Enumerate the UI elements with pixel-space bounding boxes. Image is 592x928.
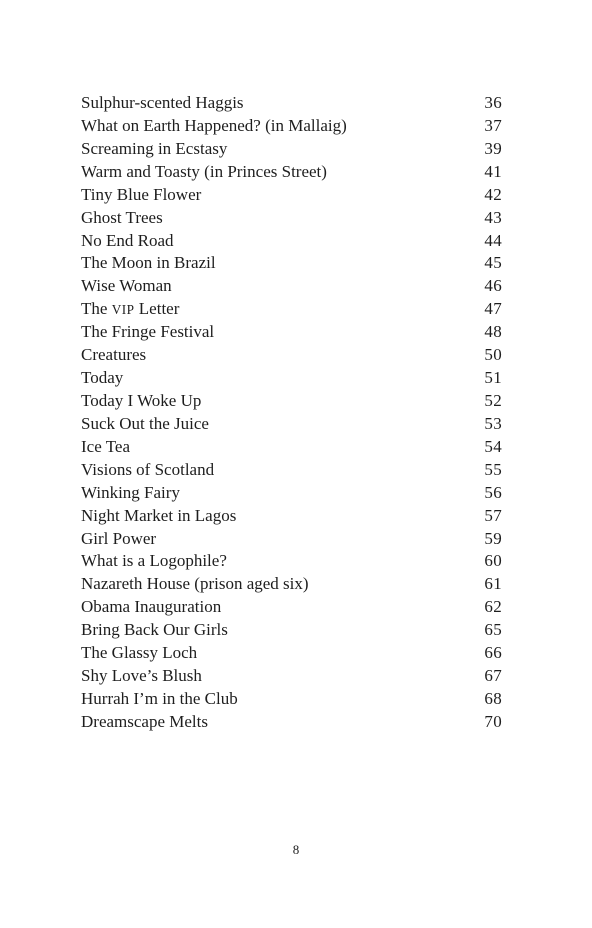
- toc-entry-title: Ghost Trees: [81, 207, 163, 227]
- toc-entry-title: Dreamscape Melts: [81, 711, 208, 731]
- toc-entry-page: 45: [484, 253, 502, 273]
- toc-entry: [81, 505, 502, 528]
- toc-entry-page: 60: [484, 551, 502, 571]
- toc-entry-page: 52: [484, 390, 502, 410]
- toc-entry: [81, 596, 502, 619]
- toc-entry-page: 68: [484, 688, 502, 708]
- toc-entry: [81, 138, 502, 161]
- toc-entry-title: Hurrah I’m in the Club: [81, 688, 238, 708]
- toc-entry-title: Visions of Scotland: [81, 459, 215, 479]
- toc-entry-title: Tiny Blue Flower: [81, 184, 202, 204]
- toc-entry-page: 41: [484, 161, 502, 181]
- toc-entry: [81, 390, 502, 413]
- toc-entry-page: 37: [484, 115, 502, 135]
- toc-entry-page: 62: [484, 597, 502, 617]
- toc-entry: [81, 275, 502, 298]
- toc-entry-title: Sulphur-scented Haggis: [81, 93, 244, 112]
- toc-entry-title: Girl Power: [81, 528, 157, 548]
- toc-entry: [81, 619, 502, 642]
- toc-entry-page: 54: [484, 436, 502, 456]
- toc-entry: [81, 230, 502, 253]
- toc-entry-title: Ice Tea: [81, 436, 130, 456]
- toc-entry-page: 50: [484, 345, 502, 365]
- toc-entry: [81, 665, 502, 688]
- toc-entry: [81, 528, 502, 551]
- toc-entry-page: 55: [484, 459, 502, 479]
- toc-entry-title: The Moon in Brazil: [81, 253, 216, 273]
- toc-entry-title: No End Road: [81, 230, 174, 250]
- toc-entry-page: 70: [484, 711, 502, 731]
- toc-entry-page: 43: [484, 207, 502, 227]
- toc-entry-page: 51: [484, 368, 502, 388]
- toc-entry: [81, 367, 502, 390]
- toc-entry-page: 44: [484, 230, 502, 250]
- toc-entry: [81, 550, 502, 573]
- toc-entry: [81, 92, 502, 115]
- table-of-contents: [81, 92, 502, 734]
- toc-entry-title: Today: [81, 368, 124, 388]
- toc-entry-title: Winking Fairy: [81, 482, 180, 502]
- toc-entry-page: 66: [484, 643, 502, 663]
- toc-entry-title: Night Market in Lagos: [81, 505, 237, 525]
- toc-entry-page: 59: [484, 528, 502, 548]
- toc-entry-title: Today I Woke Up: [81, 390, 202, 410]
- toc-entry-title: Creatures: [81, 345, 147, 365]
- toc-entry: [81, 459, 502, 482]
- toc-entry-title: Wise Woman: [81, 276, 172, 296]
- toc-entry: [81, 642, 502, 665]
- toc-entry-page: 48: [484, 322, 502, 342]
- toc-entry: [81, 436, 502, 459]
- toc-entry-page: 61: [484, 574, 502, 594]
- toc-entry: [81, 688, 502, 711]
- toc-entry-title: Bring Back Our Girls: [81, 620, 228, 640]
- toc-entry: [81, 321, 502, 344]
- toc-entry-title: The VIP Letter: [81, 299, 180, 319]
- toc-entry-page: 53: [484, 413, 502, 433]
- toc-entry: [81, 482, 502, 505]
- toc-entry-title: Suck Out the Juice: [81, 413, 209, 433]
- toc-entry-title: The Glassy Loch: [81, 643, 198, 663]
- toc-entry-title: What is a Logophile?: [81, 551, 227, 571]
- page-number: 8: [292, 842, 300, 857]
- toc-entry-page: 36: [484, 93, 502, 112]
- toc-entry-page: 46: [484, 276, 502, 296]
- toc-entry-title: What on Earth Happened? (in Mallaig): [81, 115, 347, 135]
- toc-entry: [81, 115, 502, 138]
- toc-entry: [81, 711, 502, 734]
- toc-entry: [81, 161, 502, 184]
- toc-entry: [81, 252, 502, 275]
- toc-entry: [81, 573, 502, 596]
- toc-entry-page: 67: [484, 666, 502, 686]
- toc-entry: [81, 344, 502, 367]
- toc-entry-page: 65: [484, 620, 502, 640]
- toc-entry-page: 56: [484, 482, 502, 502]
- toc-entry-page: 39: [484, 138, 502, 158]
- toc-entry-title: Shy Love’s Blush: [81, 666, 202, 686]
- toc-entry-title: Nazareth House (prison aged six): [81, 574, 309, 594]
- toc-entry-page: 42: [484, 184, 502, 204]
- toc-entry: [81, 298, 502, 321]
- toc-entry: [81, 184, 502, 207]
- toc-entry-title: The Fringe Festival: [81, 322, 215, 342]
- toc-entry-title: Obama Inauguration: [81, 597, 222, 617]
- toc-entry: [81, 207, 502, 230]
- toc-entry: [81, 413, 502, 436]
- toc-entry-page: 47: [484, 299, 502, 319]
- toc-entry-page: 57: [484, 505, 502, 525]
- toc-entry-title: Warm and Toasty (in Princes Street): [81, 161, 327, 181]
- toc-entry-title: Screaming in Ecstasy: [81, 138, 228, 158]
